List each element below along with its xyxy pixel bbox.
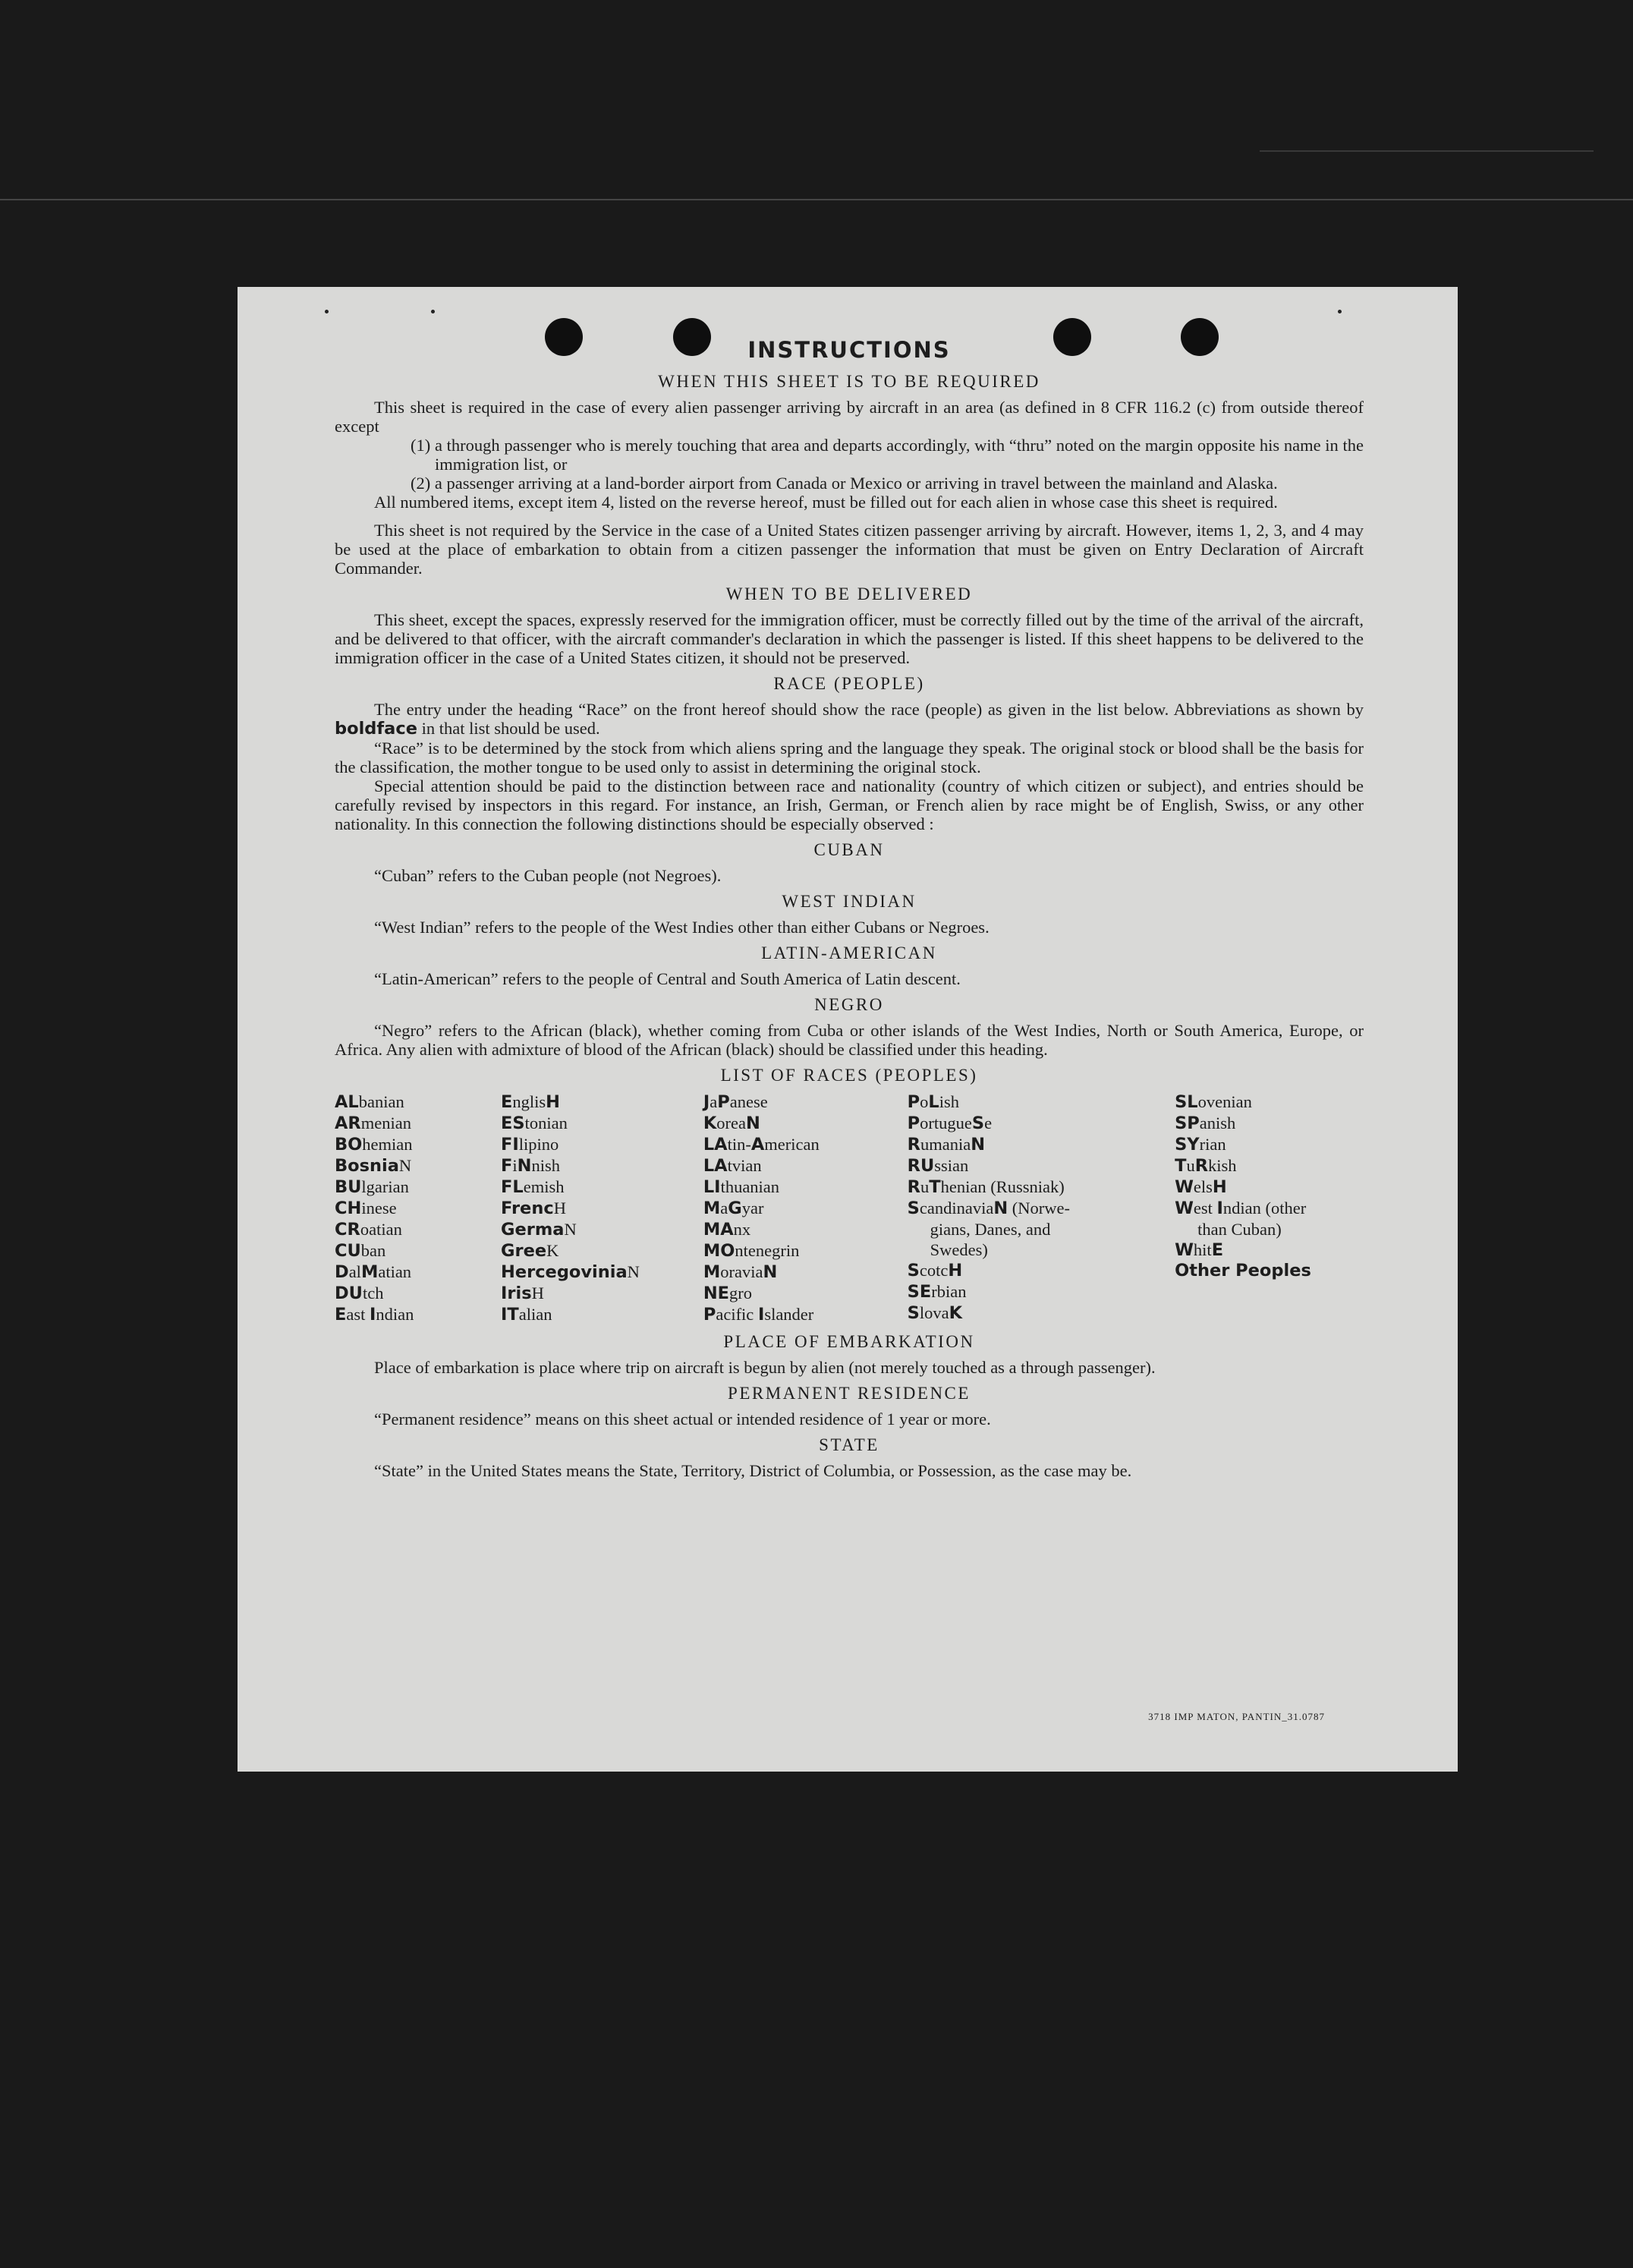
race-entry: KoreaN: [703, 1114, 760, 1133]
race-entry: FLemish: [501, 1177, 565, 1197]
race-entry: LIthuanian: [703, 1177, 780, 1197]
race-entry: SYrian: [1175, 1135, 1226, 1154]
race-entry: ALbanian: [335, 1092, 404, 1112]
punch-hole-icon: [673, 318, 711, 356]
paragraph: This sheet is not required by the Service in the case of a United States citizen passenger arriving by aircraft. However, items 1, 2, 3, and 4 may be used at the place of embarkation to obtain from a citizen passenger the information that must be given on Entry Declaration of Aircraft Commander.: [335, 521, 1364, 578]
race-entry: ScandinaviaN (Norwe-: [907, 1199, 1071, 1218]
paragraph: “West Indian” refers to the people of the West Indies other than either Cubans or Negroes.: [374, 918, 990, 937]
race-entry: PortugueSe: [907, 1114, 993, 1133]
paragraph: “State” in the United States means the State, Territory, District of Columbia, or Possession, as the case may be.: [374, 1461, 1132, 1480]
section-heading: LIST OF RACES (PEOPLES): [720, 1066, 978, 1085]
race-entry: BosniaN: [335, 1156, 412, 1176]
section-heading: NEGRO: [814, 995, 884, 1014]
list-item: (2) a passenger arriving at a land-border airport from Canada or Mexico or arriving in travel between the mainland and Alaska.: [411, 474, 1278, 493]
race-entry: SErbian: [907, 1282, 967, 1302]
races-column: [1175, 1091, 1364, 1325]
paragraph: “Negro” refers to the African (black), whether coming from Cuba or other islands of the West Indies, North or South America, Europe, or Africa. Any alien with admixture of blood of the African (black) should be classified under this heading.: [335, 1021, 1364, 1059]
paragraph: All numbered items, except item 4, listed on the reverse hereof, must be filled out for each alien in whose case this sheet is required.: [374, 493, 1278, 512]
section-heading: CUBAN: [813, 840, 885, 859]
section-heading: STATE: [819, 1435, 879, 1454]
race-entry: SlovaK: [907, 1303, 963, 1323]
race-entry: GermaN: [501, 1220, 577, 1240]
race-entry: WelsH: [1175, 1177, 1227, 1197]
race-entry: BOhemian: [335, 1135, 413, 1154]
section-heading: PLACE OF EMBARKATION: [723, 1332, 975, 1351]
races-column: [501, 1091, 703, 1325]
race-entry: Other Peoples: [1175, 1261, 1311, 1280]
race-entry: MOntenegrin: [703, 1241, 800, 1261]
paragraph: “Race” is to be determined by the stock from which aliens spring and the language they speak. The original stock or blood shall be the basis for the classification, the mother tongue to be used only to assist in determining the original stock.: [335, 739, 1364, 776]
race-entry: CRoatian: [335, 1220, 402, 1240]
race-entry: than Cuban): [1197, 1220, 1282, 1239]
race-entry: Pacific Islander: [703, 1305, 814, 1325]
section-heading: LATIN-AMERICAN: [761, 943, 937, 962]
races-column: [703, 1091, 908, 1325]
races-column: [908, 1091, 1175, 1325]
instruction-sheet: [238, 287, 1458, 1772]
race-entry: ARmenian: [335, 1114, 411, 1133]
race-entry: PoLish: [907, 1092, 960, 1112]
race-entry: EnglisH: [501, 1092, 561, 1112]
punch-hole-icon: [545, 318, 583, 356]
section-heading: RACE (PEOPLE): [773, 674, 925, 693]
section-heading: PERMANENT RESIDENCE: [728, 1384, 971, 1403]
paragraph: Place of embarkation is place where trip on aircraft is begun by alien (not merely touched as a through passenger).: [374, 1358, 1156, 1377]
paragraph: This sheet is required in the case of every alien passenger arriving by aircraft in an area (as defined in 8 CFR 116.2 (c) from outside thereof except: [335, 398, 1364, 436]
race-entry: LAtvian: [703, 1156, 762, 1176]
race-entry: CHinese: [335, 1199, 397, 1218]
race-entry: FiNnish: [501, 1156, 561, 1176]
section-heading: WHEN TO BE DELIVERED: [725, 584, 973, 603]
race-entry: MaGyar: [703, 1199, 764, 1218]
race-entry: GreeK: [501, 1241, 559, 1261]
race-entry: BUlgarian: [335, 1177, 409, 1197]
race-entry: EStonian: [501, 1114, 568, 1133]
race-entry: East Indian: [335, 1305, 414, 1325]
paragraph: The entry under the heading “Race” on the front hereof should show the race (people) as given in the list below. Abbreviations as shown by boldface in that list should be used.: [335, 700, 1364, 739]
race-entry: ScotcH: [907, 1261, 963, 1280]
race-entry: FIlipino: [501, 1135, 559, 1154]
race-entry: NEgro: [703, 1284, 753, 1303]
section-heading: WHEN THIS SHEET IS TO BE REQUIRED: [658, 372, 1040, 391]
race-entry: DalMatian: [335, 1262, 412, 1282]
race-entry: TuRkish: [1175, 1156, 1237, 1176]
race-entry: HercegoviniaN: [501, 1262, 640, 1282]
race-entry: FrencH: [501, 1199, 566, 1218]
race-entry: Swedes): [930, 1240, 988, 1259]
page-title: INSTRUCTIONS: [747, 337, 951, 363]
race-entry: LAtin-American: [703, 1135, 820, 1154]
races-column: [335, 1091, 501, 1325]
race-entry: JaPanese: [703, 1092, 768, 1112]
section-heading: WEST INDIAN: [782, 892, 917, 911]
race-entry: MoraviaN: [703, 1262, 778, 1282]
race-entry: RuThenian (Russniak): [907, 1177, 1065, 1197]
race-entry: WhitE: [1175, 1240, 1224, 1260]
list-item: (1) a through passenger who is merely touching that area and departs accordingly, with “thru” noted on the margin opposite his name in the immigration list, or: [411, 436, 1364, 474]
punch-hole-icon: [1053, 318, 1091, 356]
race-entry: West Indian (other: [1175, 1199, 1307, 1218]
race-entry: SPanish: [1175, 1114, 1236, 1133]
paragraph: “Permanent residence” means on this sheet actual or intended residence of 1 year or more.: [374, 1410, 991, 1429]
punch-hole-icon: [1181, 318, 1219, 356]
races-table: [335, 1091, 1364, 1325]
race-entry: ITalian: [501, 1305, 552, 1325]
paragraph: This sheet, except the spaces, expressly reserved for the immigration officer, must be correctly filled out by the time of the arrival of the aircraft, and be delivered to that officer, with the aircraft commander's declaration in which the passenger is listed. If this sheet happens to be delivered to the immigration officer in the case of a United States citizen, it should not be preserved.: [335, 610, 1364, 667]
race-entry: gians, Danes, and: [930, 1220, 1051, 1239]
race-entry: SLovenian: [1175, 1092, 1252, 1112]
paragraph: “Latin-American” refers to the people of Central and South America of Latin descent.: [374, 969, 961, 988]
race-entry: RUssian: [907, 1156, 969, 1176]
paragraph: Special attention should be paid to the distinction between race and nationality (country of which citizen or subject), and entries should be carefully revised by inspectors in this regard. For instance, an Irish, German, or French alien by race might be of English, Swiss, or any other nationality. In this connection the following distinctions should be especially observed :: [335, 776, 1364, 833]
race-entry: IrisH: [501, 1284, 544, 1303]
race-entry: CUban: [335, 1241, 386, 1261]
race-entry: MAnx: [703, 1220, 751, 1240]
race-entry: RumaniaN: [907, 1135, 986, 1154]
race-entry: DUtch: [335, 1284, 384, 1303]
form-number: 3718 IMP MATON, PANTIN_31.0787: [1148, 1711, 1325, 1722]
paragraph: “Cuban” refers to the Cuban people (not Negroes).: [374, 866, 722, 885]
